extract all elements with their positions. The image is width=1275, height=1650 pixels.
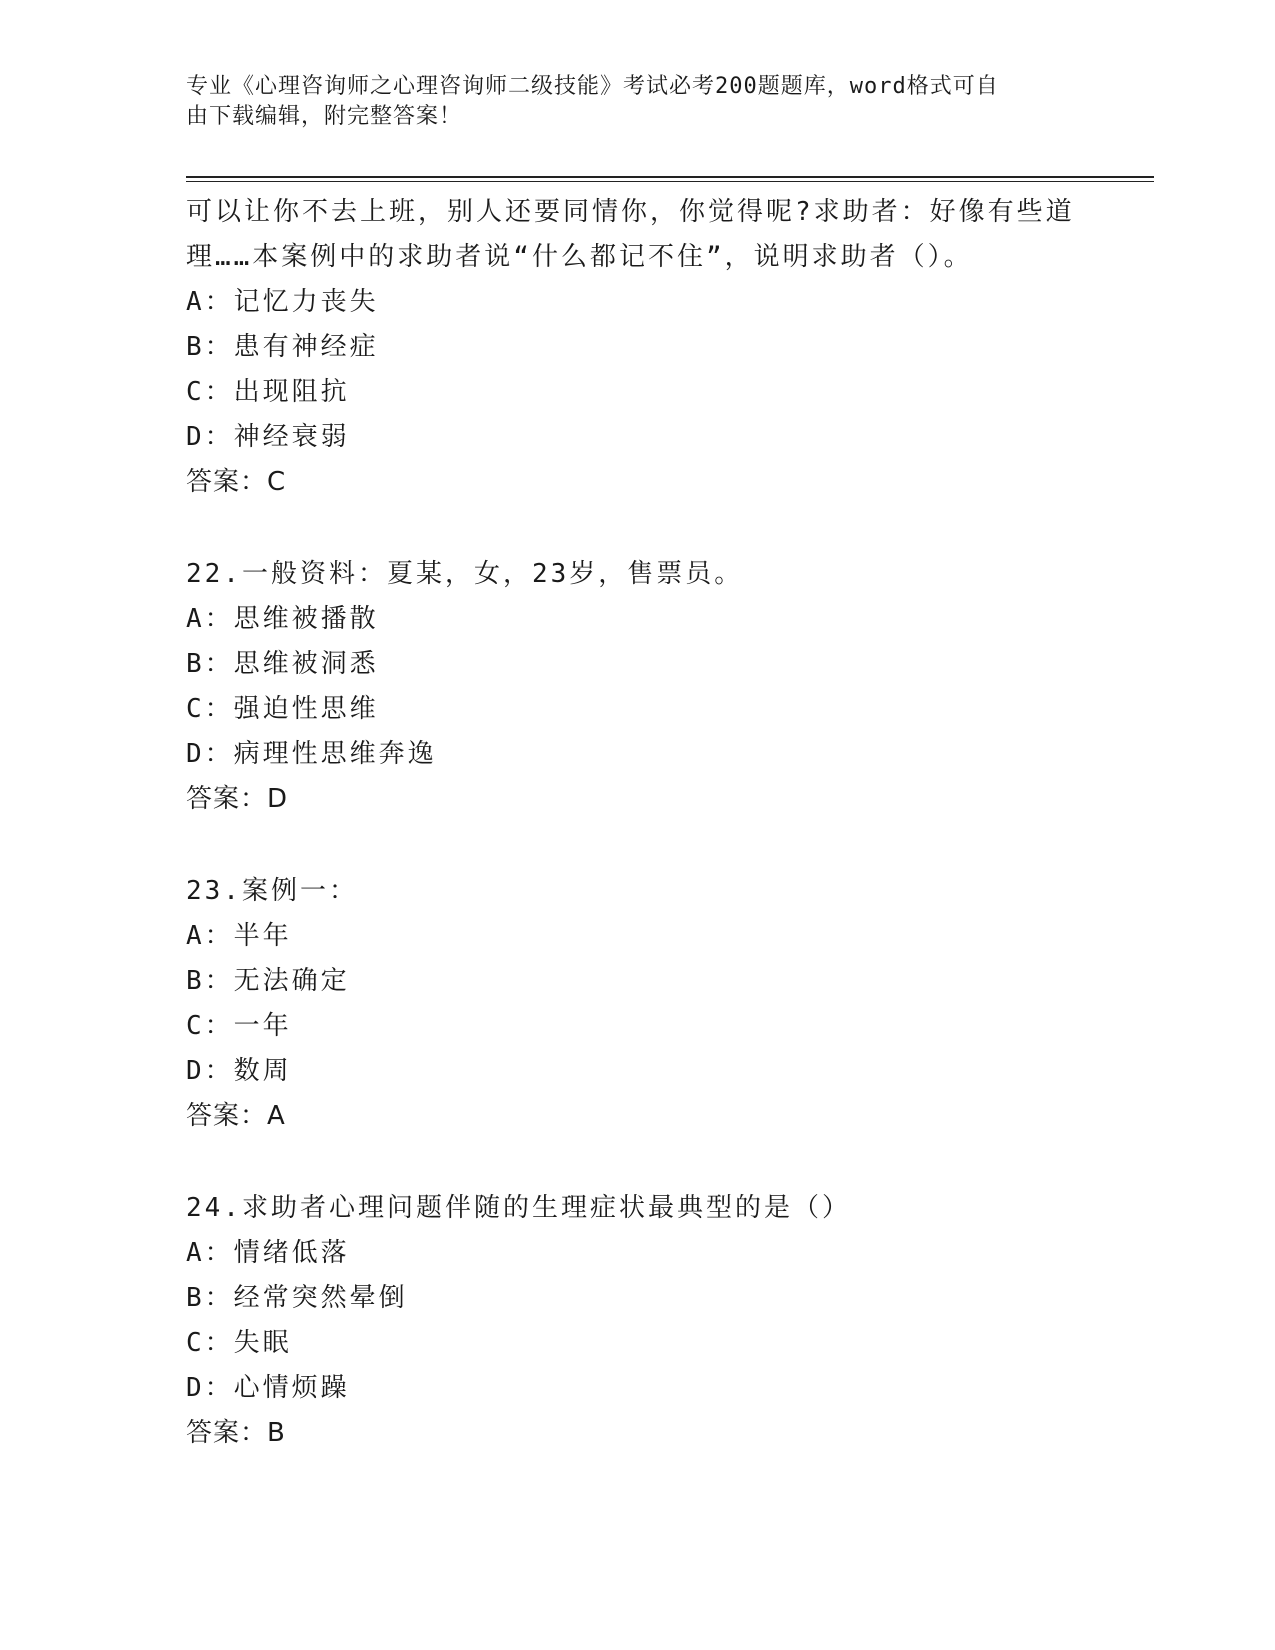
question-21 — [186, 190, 1086, 505]
option-d: D：数周 — [186, 1056, 292, 1086]
header-divider-thin — [186, 181, 1154, 182]
spacer — [186, 822, 1086, 869]
question-stem: 23.案例一： — [186, 876, 358, 906]
option-d: D：神经衰弱 — [186, 422, 350, 452]
question-stem-line: 可以让你不去上班，别人还要同情你，你觉得呢?求助者：好像有些道 — [186, 197, 1075, 227]
answer-line: 答案：A — [186, 1101, 286, 1131]
question-list — [186, 190, 1086, 1456]
option-c: C：出现阻抗 — [186, 377, 350, 407]
option-a: A：半年 — [186, 921, 292, 951]
option-c: C：失眠 — [186, 1328, 292, 1358]
option-c: C：一年 — [186, 1011, 292, 1041]
question-stem: 24.求助者心理问题伴随的生理症状最典型的是（） — [186, 1193, 851, 1223]
answer-line: 答案：C — [186, 467, 287, 497]
option-d: D：病理性思维奔逸 — [186, 739, 437, 769]
question-22 — [186, 552, 1086, 822]
option-a: A：记忆力丧失 — [186, 287, 379, 317]
option-a: A：思维被播散 — [186, 604, 379, 634]
option-b: B：思维被洞悉 — [186, 649, 379, 679]
spacer — [186, 1139, 1086, 1186]
spacer — [186, 505, 1086, 552]
question-23 — [186, 869, 1086, 1139]
question-24 — [186, 1186, 1086, 1456]
option-b: B：患有神经症 — [186, 332, 379, 362]
question-stem-line: 理……本案例中的求助者说“什么都记不住”，说明求助者（）。 — [186, 242, 973, 272]
header-line-2: 由下载编辑，附完整答案！ — [186, 104, 463, 129]
option-d: D：心情烦躁 — [186, 1373, 350, 1403]
option-a: A：情绪低落 — [186, 1238, 350, 1268]
option-b: B：无法确定 — [186, 966, 350, 996]
answer-line: 答案：B — [186, 1418, 286, 1448]
header-line-1: 专业《心理咨询师之心理咨询师二级技能》考试必考200题题库，word格式可自 — [186, 74, 999, 99]
question-stem: 22.一般资料：夏某，女，23岁，售票员。 — [186, 559, 744, 589]
option-b: B：经常突然晕倒 — [186, 1283, 408, 1313]
option-c: C：强迫性思维 — [186, 694, 379, 724]
answer-line: 答案：D — [186, 784, 289, 814]
document-header — [186, 72, 1066, 132]
header-divider-thick — [186, 176, 1154, 178]
